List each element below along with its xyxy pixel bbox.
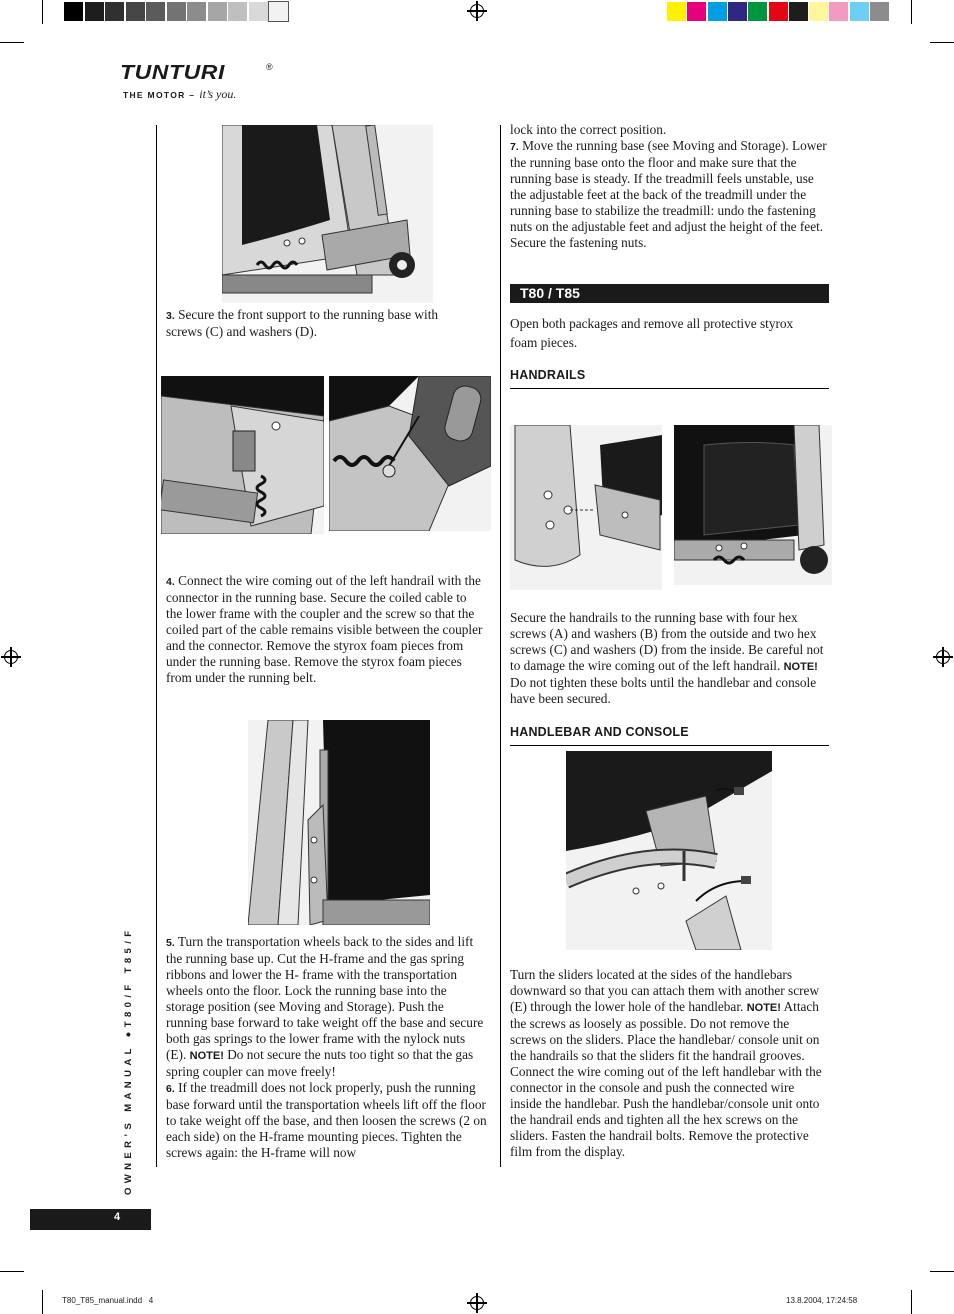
- step-4-text: Connect the wire coming out of the left handrail with the connector in the running base. Secure the coiled cable to the lower frame with the coupler and the screw so that the coiled part of the cable remains visible between the coupler and the connector. Remove the styrox foam pieces from under the running base. Remove the styrox foam pieces from under the running belt.: [166, 573, 483, 685]
- step-6-number: 6.: [166, 1083, 175, 1095]
- step-7-text: Move the running base (see Moving and Storage). Lower the running base onto the floor and make sure that the running base is steady. If the treadmill feels unstable, use the adjustable feet at the back of the treadmill under the running base to stabilize the treadmill: undo the fastening nuts on the adjustable feet and adjust the height of the feet. Secure the fastening nuts.: [510, 138, 827, 250]
- gray-swatch: [228, 2, 247, 21]
- footer-timestamp: 13.8.2004, 17:24:58: [786, 1296, 858, 1305]
- handlebar-rule: [510, 745, 829, 746]
- step-5-text: Turn the transportation wheels back to the sides and lift the running base up. Cut the H-frame and the gas spring ribbons and lower the H- frame with the transportation wheels onto the floor. Lock the running base into the storage position (see Moving and Storage). Push the running base forward to take weight off the base and secure both gas springs to the lower frame with the nylock nuts (E).: [166, 934, 484, 1062]
- step-5-note-text: Do not secure the nuts too tight so that the gas spring coupler can move freely!: [166, 1047, 474, 1079]
- figure-connector-right: [329, 376, 491, 531]
- continuation-text: lock into the correct position.: [510, 122, 667, 137]
- gray-swatch: [167, 2, 186, 21]
- registration-mark-top: [470, 4, 484, 18]
- handlebar-note-label: NOTE!: [746, 1002, 781, 1014]
- center-column-rule: [500, 125, 501, 1167]
- step-7-block: [510, 122, 832, 251]
- handlebar-heading: HANDLEBAR AND CONSOLE: [510, 725, 689, 739]
- color-swatch: [870, 2, 889, 21]
- color-swatch: [708, 2, 727, 21]
- color-swatch: [809, 2, 828, 21]
- color-swatch: [829, 2, 848, 21]
- step-4: [166, 573, 486, 686]
- handlebar-note-text: Attach the screws as loosely as possible. Do not remove the screws on the sliders. Place the handlebar/ console unit on the handrails so that the sliders fit the handrail grooves. Connect the wire coming out of the left handlebar with the connector in the console and push the connected wire inside the handlebar. Push the handlebar/console unit onto the handrail ends and tighten all the hex screws on the sliders. Fasten the handrail bolts. Remove the protective film from the display.: [510, 999, 822, 1159]
- step-7-number: 7.: [510, 141, 519, 153]
- gray-swatch: [208, 2, 227, 21]
- step-3: [166, 307, 466, 340]
- section-title: T80 / T85: [520, 285, 580, 301]
- step-4-number: 4.: [166, 576, 175, 588]
- color-swatch: [728, 2, 747, 21]
- figure-gas-spring: [248, 720, 430, 925]
- page-number-box: [30, 1209, 151, 1230]
- step-6-text: If the treadmill does not lock properly, push the running base forward until the transportation wheels lift off the floor to take weight off the base, and then loosen the screws (2 on each side) on the H-frame mounting pieces. Tighten the screws again: the H-frame will now: [166, 1080, 487, 1160]
- figure-handrail-inside: [674, 425, 832, 585]
- color-swatch: [748, 2, 767, 21]
- logo-tagline: [123, 85, 236, 103]
- handrails-rule: [510, 388, 829, 389]
- registered-mark: ®: [266, 62, 273, 72]
- side-label: OWNER’S MANUAL ●T80/F T85/F: [123, 926, 134, 1195]
- gray-swatch: [126, 2, 145, 21]
- gray-swatch: [146, 2, 165, 21]
- color-swatch: [687, 2, 706, 21]
- tagline-italic: it’s you.: [199, 87, 237, 101]
- color-swatch: [769, 2, 788, 21]
- handrails-note-label: NOTE!: [783, 661, 818, 673]
- handlebar-text: [510, 967, 828, 1160]
- page-number: 4: [114, 1211, 121, 1223]
- registration-mark-bottom: [470, 1296, 484, 1310]
- gray-swatch: [269, 2, 288, 21]
- left-column-rule: [156, 125, 157, 1167]
- color-swatch: [667, 2, 686, 21]
- registration-mark-left: [4, 650, 18, 664]
- gray-swatch: [85, 2, 104, 21]
- footer-file: T80_T85_manual.indd 4: [62, 1296, 154, 1305]
- color-swatch: [789, 2, 808, 21]
- gray-swatch: [187, 2, 206, 21]
- figure-connector-left: [161, 376, 324, 534]
- tunturi-logo: [120, 62, 280, 102]
- logo-wordmark: TUNTURI: [120, 62, 225, 84]
- step-5-note-label: NOTE!: [189, 1050, 224, 1062]
- gray-swatch: [249, 2, 268, 21]
- step-3-number: 3.: [166, 310, 175, 322]
- tagline-bold: THE MOTOR –: [123, 90, 196, 100]
- handrails-heading: HANDRAILS: [510, 368, 586, 382]
- step-5-number: 5.: [166, 937, 175, 949]
- figure-handrail-outside: [510, 425, 662, 590]
- color-swatch: [850, 2, 869, 21]
- section-title-bar: [510, 284, 829, 303]
- figure-front-support: [222, 125, 433, 303]
- handrails-note-text: Do not tighten these bolts until the handlebar and console have been secured.: [510, 675, 817, 706]
- gray-swatch: [64, 2, 83, 21]
- figure-handlebar-console: [566, 751, 772, 950]
- gray-swatch: [105, 2, 124, 21]
- intro-text: Open both packages and remove all protective styrox foam pieces.: [510, 316, 794, 350]
- handlebar-instructions: Turn the sliders located at the sides of the handlebars downward so that you can attach them with another screw (E) through the lower hole of the handlebar.: [510, 967, 820, 1014]
- registration-mark-right: [936, 650, 950, 664]
- handrails-instructions: Secure the handrails to the running base with four hex screws (A) and washers (B) from the outside and two hex screws (C) and washers (D) from the inside. Be careful not to damage the wire coming out of the left handrail.: [510, 610, 824, 673]
- step-3-text: Secure the front support to the running base with screws (C) and washers (D).: [166, 307, 439, 339]
- step-5-6: [166, 934, 488, 1161]
- handrails-text: [510, 610, 828, 707]
